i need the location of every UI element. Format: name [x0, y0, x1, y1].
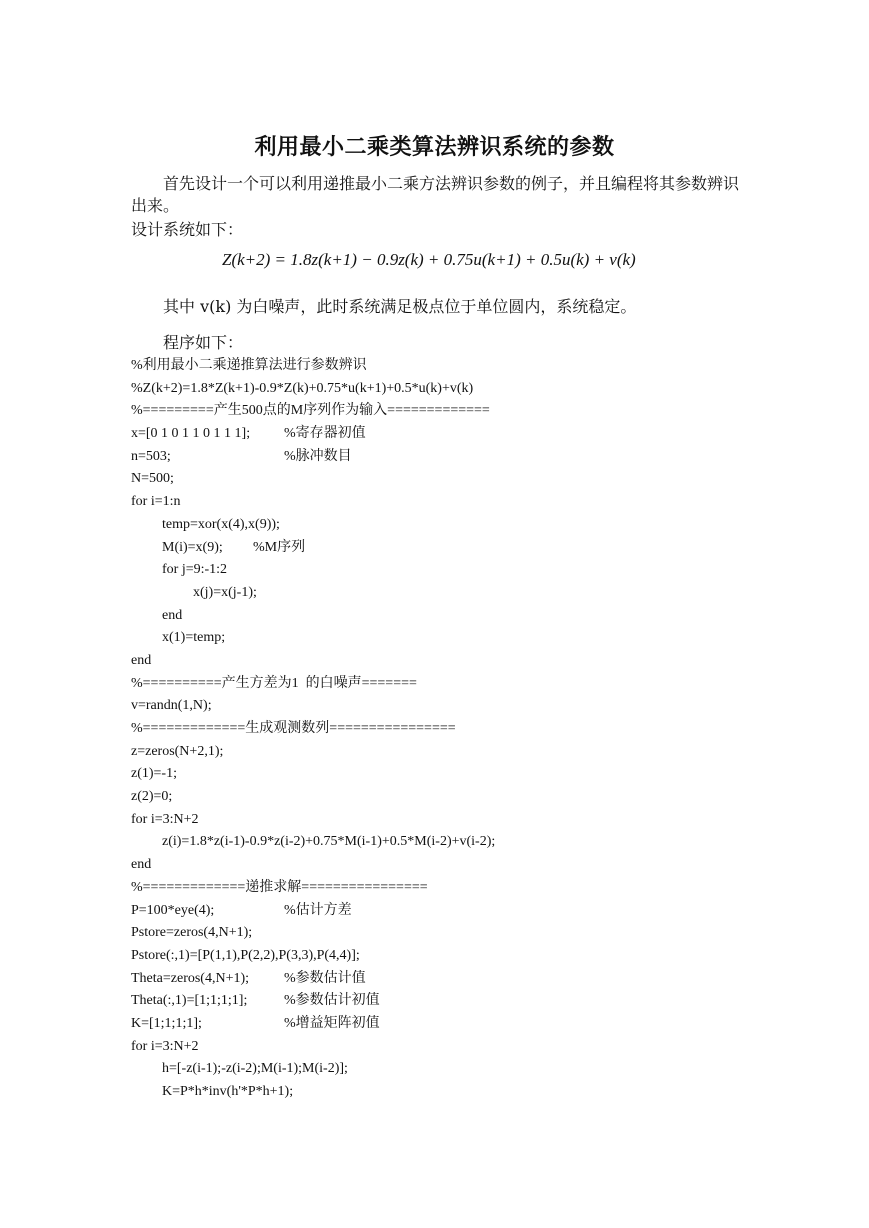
code-line: n=503; %脉冲数目 — [131, 446, 781, 469]
intro-paragraph: 首先设计一个可以利用递推最小二乘方法辨识参数的例子，并且编程将其参数辨识出来。 — [131, 174, 740, 215]
code-line: P=100*eye(4); %估计方差 — [131, 900, 781, 923]
code-line: Theta=zeros(4,N+1); %参数估计值 — [131, 968, 781, 991]
code-comment: %M序列 — [253, 539, 306, 555]
code-line: N=500; — [131, 471, 174, 487]
program-label: 程序如下： — [163, 333, 244, 352]
code-line: %=============生成观测数列================ — [131, 721, 456, 736]
design-label: 设计系统如下： — [131, 220, 244, 239]
code-line: %=========产生500点的M序列作为输入============= — [131, 403, 490, 419]
code-comment: %参数估计值 — [284, 970, 366, 986]
code-line: temp=xor(x(4),x(9)); — [162, 516, 280, 532]
code-line: K=[1;1;1;1]; %增益矩阵初值 — [131, 1013, 781, 1036]
code-line: z(i)=1.8*z(i-1)-0.9*z(i-2)+0.75*M(i-1)+0.5*M(i-2)+v(i-2); — [162, 834, 496, 850]
code-comment: %脉冲数目 — [284, 448, 352, 464]
code-line: K=P*h*inv(h'*P*h+1); — [162, 1084, 294, 1099]
code-line: Theta(:,1)=[1;1;1;1]; %参数估计初值 — [131, 990, 781, 1013]
noise-note: 其中 v(k) 为白噪声，此时系统满足极点位于单位圆内，系统稳定。 — [163, 297, 637, 316]
code-line: z(2)=0; — [131, 789, 173, 805]
code-line: for i=1:n — [131, 494, 181, 510]
document-title: 利用最小二乘类算法辨识系统的参数 — [254, 134, 615, 160]
code-listing — [131, 355, 781, 1104]
code-line: v=randn(1,N); — [131, 698, 212, 714]
code-line: z=zeros(N+2,1); — [131, 743, 224, 759]
code-line: for i=3:N+2 — [131, 811, 199, 827]
code-line: %Z(k+2)=1.8*Z(k+1)-0.9*Z(k)+0.75*u(k+1)+0.5*u(k)+v(k) — [131, 380, 474, 396]
code-line: end — [131, 857, 152, 873]
code-line: %=============递推求解================ — [131, 879, 428, 895]
code-line: for j=9:-1:2 — [162, 562, 228, 578]
code-comment: %增益矩阵初值 — [284, 1015, 380, 1031]
code-line: end — [131, 652, 152, 668]
code-line: end — [162, 607, 183, 623]
code-line: x=[0 1 0 1 1 0 1 1 1]; %寄存器初值 — [131, 423, 781, 446]
code-comment: %参数估计初值 — [284, 993, 380, 1009]
code-line: x(1)=temp; — [162, 630, 226, 646]
code-line: Pstore(:,1)=[P(1,1),P(2,2),P(3,3),P(4,4)]; — [131, 947, 360, 963]
code-line: z(1)=-1; — [131, 766, 177, 782]
code-line: %利用最小二乘递推算法进行参数辨识 — [131, 358, 367, 373]
code-line: for i=3:N+2 — [131, 1038, 199, 1054]
system-equation: Z(k+2) = 1.8z(k+1) − 0.9z(k) + 0.75u(k+1) + 0.5u(k) + v(k) — [222, 250, 636, 269]
code-line: M(i)=x(9); %M序列 — [131, 537, 781, 560]
code-line: %==========产生方差为1 的白噪声======= — [131, 675, 417, 691]
code-line: Pstore=zeros(4,N+1); — [131, 925, 253, 941]
code-line: h=[-z(i-1);-z(i-2);M(i-1);M(i-2)]; — [162, 1061, 348, 1077]
code-comment: %估计方差 — [284, 902, 352, 918]
code-line: x(j)=x(j-1); — [193, 584, 257, 600]
code-comment: %寄存器初值 — [284, 426, 366, 442]
